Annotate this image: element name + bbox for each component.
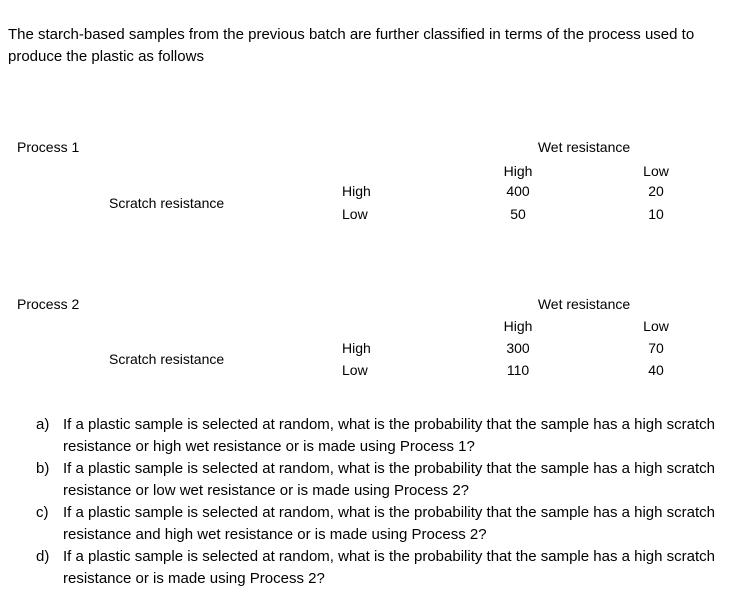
question-text: If a plastic sample is selected at random, what is the probability that the sample has a high scratch resistance or low wet resistance or is made using Process 2?: [63, 460, 716, 499]
question-item: [36, 458, 736, 502]
cell-high-high: 400: [506, 183, 530, 199]
question-letter: a): [36, 416, 50, 433]
wet-resistance-header: Wet resistance: [537, 296, 631, 312]
row-high-label: High: [342, 183, 371, 199]
cell-low-high: 50: [510, 206, 526, 222]
column-high-label: High: [503, 163, 533, 179]
cell-low-high: 110: [506, 362, 530, 378]
process-2-label: Process 2: [17, 296, 80, 312]
column-low-label: Low: [643, 318, 669, 334]
question-list: [36, 414, 736, 590]
question-text: If a plastic sample is selected at random, what is the probability that the sample has a high scratch resistance and high wet resistance or is made using Process 2?: [63, 504, 716, 543]
wet-resistance-header: Wet resistance: [537, 139, 631, 155]
intro-paragraph: The starch-based samples from the previous batch are further classified in terms of the process used to produce the plastic as follows: [8, 26, 695, 65]
cell-low-low: 10: [648, 206, 664, 222]
column-low-label: Low: [643, 163, 669, 179]
question-item: [36, 502, 736, 546]
question-item: [36, 414, 736, 458]
scratch-resistance-header: Scratch resistance: [109, 195, 225, 211]
question-text: If a plastic sample is selected at random, what is the probability that the sample has a high scratch resistance or high wet resistance or is made using Process 1?: [63, 416, 716, 455]
row-low-label: Low: [342, 362, 368, 378]
question-letter: b): [36, 460, 50, 477]
question-text: If a plastic sample is selected at random, what is the probability that the sample has a high scratch resistance or is made using Process 2?: [63, 548, 716, 587]
process-1-label: Process 1: [17, 139, 80, 155]
cell-high-high: 300: [506, 340, 530, 356]
cell-high-low: 70: [648, 340, 664, 356]
question-letter: c): [36, 504, 49, 521]
row-high-label: High: [342, 340, 371, 356]
row-low-label: Low: [342, 206, 368, 222]
question-item: [36, 546, 736, 590]
scratch-resistance-header: Scratch resistance: [109, 351, 225, 367]
question-letter: d): [36, 548, 50, 565]
column-high-label: High: [503, 318, 533, 334]
cell-low-low: 40: [648, 362, 664, 378]
cell-high-low: 20: [648, 183, 664, 199]
